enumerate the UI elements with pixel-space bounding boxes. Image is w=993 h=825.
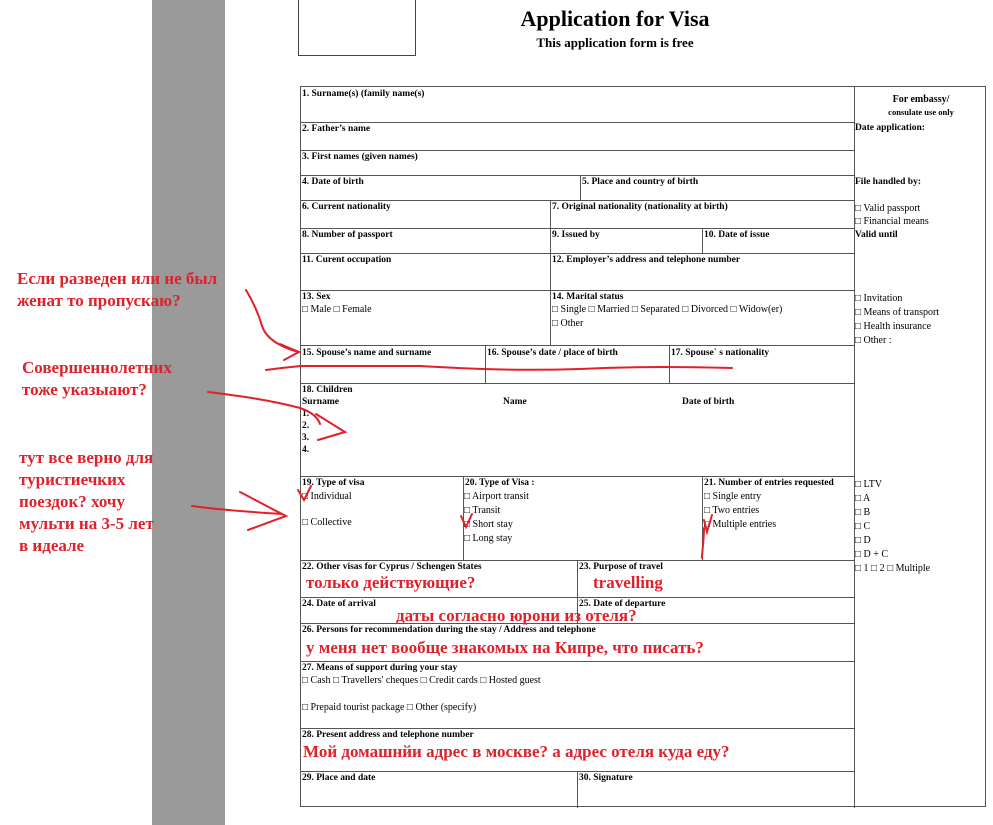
file-handled-label: File handled by: (855, 177, 921, 187)
visa-code-b: □ B (855, 507, 871, 518)
field-25-label: 25. Date of departure (579, 599, 666, 609)
valid-passport-check: □ Valid passport (855, 203, 921, 214)
children-col-dob: Date of birth (682, 397, 735, 407)
annotation-visa-type: тут все верно для туристиечких поездок? хочу мульти на 3-5 лет в идеале (19, 448, 154, 555)
field-24-label: 24. Date of arrival (302, 599, 376, 609)
single-entry-option[interactable]: □ Single entry (704, 491, 762, 502)
check-multiple-line (702, 528, 704, 558)
annotation-purpose: travelling (593, 573, 663, 592)
visa-short-stay-option[interactable]: □ Short stay (464, 519, 513, 530)
annotation-children: Совершеннолетних тоже указыают? (22, 358, 172, 399)
children-row: 2. (302, 421, 310, 431)
support-options-2: □ Prepaid tourist package □ Other (specify) (302, 702, 477, 713)
arrow-spouse (246, 290, 300, 370)
field-19-label: 19. Type of visa (302, 478, 365, 488)
arrow-children (208, 392, 345, 440)
field-12-label: 12. Employer’s address and telephone number (552, 255, 741, 265)
field-6-label: 6. Current nationality (302, 202, 391, 212)
health-insurance-check: □ Health insurance (855, 321, 932, 332)
field-15-label: 15. Spouse’s name and surname (302, 348, 432, 358)
field-29-label: 29. Place and date (302, 773, 376, 783)
visa-code-ltv: □ LTV (855, 479, 883, 490)
financial-means-check: □ Financial means (855, 216, 929, 227)
children-col-surname: Surname (302, 397, 339, 407)
field-30-label: 30. Signature (579, 773, 633, 783)
field-10-label: 10. Date of issue (704, 230, 770, 240)
field-22-label: 22. Other visas for Cyprus / Schengen States (302, 562, 482, 572)
children-row: 4. (302, 445, 310, 455)
visa-code-d: □ D (855, 535, 871, 546)
children-col-name: Name (503, 397, 527, 407)
sex-options: □ Male □ Female (302, 304, 372, 315)
support-options: □ Cash □ Travellers' cheques □ Credit cards □ Hosted guest (302, 675, 541, 686)
field-9-label: 9. Issued by (552, 230, 600, 240)
field-28-label: 28. Present address and telephone number (302, 730, 474, 740)
check-short-stay (461, 514, 472, 527)
field-21-label: 21. Number of entries requested (704, 478, 834, 488)
date-application-label: Date application: (855, 123, 925, 133)
spouse-underline (300, 366, 732, 370)
field-14-label: 14. Marital status (552, 292, 624, 302)
annotation-address: Мой домашнйи адрес в москве? а адрес отеля куда еду? (303, 742, 730, 761)
field-13-label: 13. Sex (302, 292, 331, 302)
visa-code-a: □ A (855, 493, 871, 504)
two-entries-option[interactable]: □ Two entries (704, 505, 760, 516)
visa-code-dc: □ D + C (855, 549, 889, 560)
multiple-entries-option[interactable]: □ Multiple entries (704, 519, 777, 530)
field-26-label: 26. Persons for recommendation during the stay / Address and telephone (302, 625, 596, 635)
check-individual (298, 486, 311, 500)
visa-transit-option[interactable]: □ Transit (464, 505, 501, 516)
field-20-label: 20. Type of Visa : (465, 478, 535, 488)
invitation-check: □ Invitation (855, 293, 903, 304)
visa-collective-option[interactable]: □ Collective (302, 517, 352, 528)
field-16-label: 16. Spouse’s date / place of birth (487, 348, 618, 358)
children-row: 1. (302, 409, 310, 419)
annotation-dates: даты согласно юрони из отеля? (396, 606, 637, 625)
marital-options: □ Single □ Married □ Separated □ Divorced □ Widow(er) (552, 304, 783, 315)
field-11-label: 11. Curent occupation (302, 255, 392, 265)
field-7-label: 7. Original nationality (nationality at birth) (552, 202, 728, 212)
page-title: Application for Visa (520, 6, 710, 31)
field-18-label: 18. Children (302, 385, 353, 395)
other-check: □ Other : (855, 335, 892, 346)
visa-entries-code: □ 1 □ 2 □ Multiple (855, 563, 931, 574)
visa-airport-transit-option[interactable]: □ Airport transit (464, 491, 529, 502)
annotation-other-visas: только действующие? (306, 573, 476, 592)
field-17-label: 17. Spouse` s nationality (671, 348, 770, 358)
field-3-label: 3. First names (given names) (302, 152, 418, 162)
visa-long-stay-option[interactable]: □ Long stay (464, 533, 513, 544)
field-8-label: 8. Number of passport (302, 230, 393, 240)
annotation-marital: Если разведен или не был женат то пропускаю? (17, 269, 218, 310)
annotation-recommendation: у меня нет вообще знакомых на Кипре, что писать? (306, 638, 704, 657)
transport-check: □ Means of transport (855, 307, 940, 318)
valid-until-label: Valid until (855, 230, 898, 240)
page-subtitle: This application form is free (536, 35, 694, 50)
field-2-label: 2. Father’s name (302, 124, 371, 134)
check-multiple (704, 515, 712, 532)
children-row: 3. (302, 433, 310, 443)
field-23-label: 23. Purpose of travel (579, 562, 663, 572)
visa-code-c: □ C (855, 521, 871, 532)
embassy-heading: For embassy/ consulate use only (888, 94, 954, 117)
marital-other: □ Other (552, 318, 584, 329)
field-4-label: 4. Date of birth (302, 177, 364, 187)
field-5-label: 5. Place and country of birth (582, 177, 699, 187)
field-1-label: 1. Surname(s) (family name(s) (302, 89, 425, 99)
arrow-visa-type (192, 492, 286, 530)
field-27-label: 27. Means of support during your stay (302, 663, 458, 673)
visa-individual-option[interactable]: □ Individual (302, 491, 352, 502)
